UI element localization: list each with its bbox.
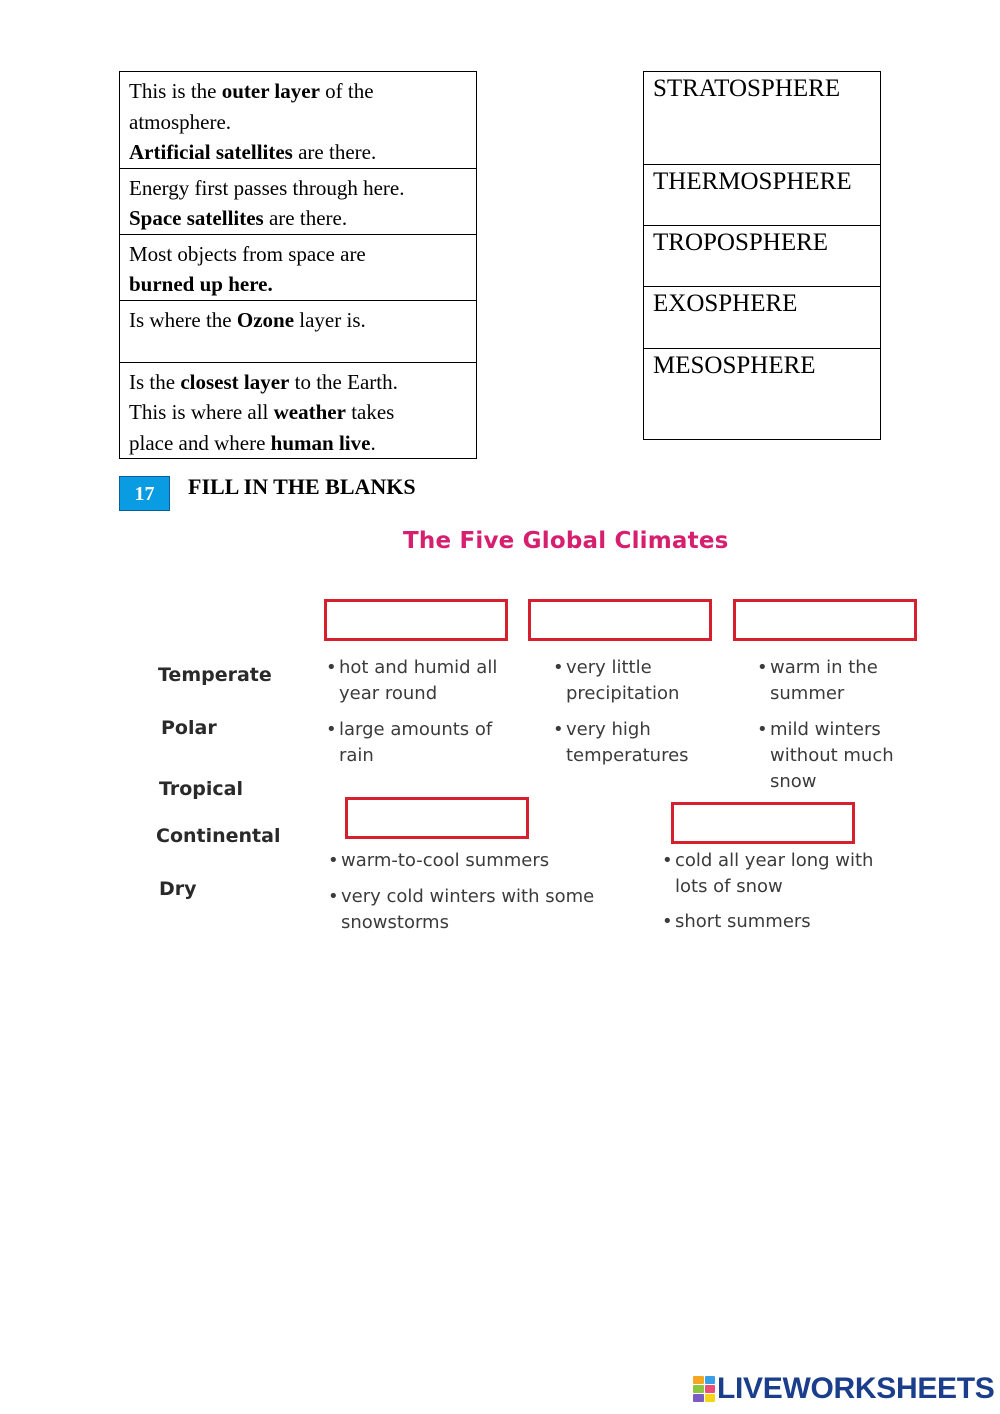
liveworksheets-icon <box>693 1376 715 1402</box>
layer-row <box>644 287 881 349</box>
description-line <box>129 107 467 138</box>
description-bold-text: burned up here. <box>129 272 273 296</box>
layer-row <box>644 165 881 226</box>
climate-fact-line: mild winters <box>770 719 881 740</box>
layer-row <box>644 72 881 165</box>
climates-title: The Five Global Climates <box>403 528 729 554</box>
brand-text: LIVEWORKSHEETS <box>717 1372 995 1405</box>
description-text: . <box>370 430 376 455</box>
logo-tile <box>693 1385 704 1393</box>
description-row <box>120 362 477 459</box>
climate-fact-line: warm-to-cool summers <box>341 850 550 871</box>
description-line <box>129 269 467 300</box>
description-line <box>129 367 467 398</box>
layer-row <box>644 349 881 440</box>
description-text: This is the <box>129 79 222 103</box>
description-text: of the <box>319 79 374 103</box>
description-line <box>129 305 467 336</box>
climate-label-polar[interactable]: Polar <box>161 717 217 739</box>
climate-label-temperate[interactable]: Temperate <box>158 664 272 686</box>
climate-label-dry[interactable]: Dry <box>159 878 197 900</box>
answer-drop-box-1[interactable] <box>324 599 508 641</box>
description-line <box>129 428 467 459</box>
climate-fact-col3 <box>757 717 894 795</box>
climate-fact-line: warm in the <box>770 657 878 678</box>
description-bold-text: Ozone <box>236 307 295 332</box>
climate-fact-col3 <box>757 655 878 707</box>
climate-fact-line: temperatures <box>566 745 689 766</box>
logo-tile <box>705 1376 716 1384</box>
climate-fact-line: year round <box>339 683 438 704</box>
description-text: to the Earth. <box>289 369 398 394</box>
description-bold-text: outer layer <box>221 79 320 103</box>
answer-drop-box-2[interactable] <box>528 599 712 641</box>
description-text: This is where all <box>129 400 274 424</box>
description-text: are there. <box>292 140 377 164</box>
climate-fact-line: very little <box>566 657 652 678</box>
climate-fact-col1 <box>326 717 492 769</box>
climate-fact-line: precipitation <box>566 683 680 704</box>
layer-name[interactable]: EXOSPHERE <box>644 287 881 349</box>
bullet-dot: • <box>328 886 339 907</box>
description-bold-text: Space satellites <box>129 206 264 230</box>
bullet-dot: • <box>553 719 564 740</box>
logo-tile <box>693 1376 704 1384</box>
climate-fact-line: snow <box>770 771 817 792</box>
layer-row <box>644 226 881 287</box>
description-line <box>129 173 467 204</box>
climate-fact-line: hot and humid all <box>339 657 498 678</box>
bullet-dot: • <box>757 719 768 740</box>
climate-fact-line: rain <box>339 745 374 766</box>
bullet-dot: • <box>662 911 673 932</box>
description-text: place and where <box>129 430 271 455</box>
bullet-dot: • <box>328 850 339 871</box>
climate-fact-line: without much <box>770 745 894 766</box>
climate-fact-col2 <box>553 655 679 707</box>
answer-drop-box-5[interactable] <box>671 802 855 844</box>
bullet-dot: • <box>757 657 768 678</box>
answer-drop-box-4[interactable] <box>345 797 529 839</box>
climate-fact-line: summer <box>770 683 845 704</box>
climate-fact-col4 <box>328 884 594 936</box>
description-bold-text: human live <box>270 430 371 455</box>
description-cell[interactable] <box>120 362 477 459</box>
description-bold-text: Artificial satellites <box>129 140 293 164</box>
climate-fact-col4 <box>328 848 549 874</box>
layer-name[interactable]: THERMOSPHERE <box>644 165 881 226</box>
description-row <box>120 72 477 169</box>
climate-fact-line: short summers <box>675 911 811 932</box>
description-cell[interactable] <box>120 168 477 234</box>
description-line <box>129 239 467 270</box>
answer-drop-box-3[interactable] <box>733 599 917 641</box>
climate-fact-line: snowstorms <box>341 912 449 933</box>
description-line <box>129 137 467 168</box>
climate-fact-col5 <box>662 848 873 900</box>
layer-name[interactable]: MESOSPHERE <box>644 349 881 440</box>
climate-fact-line: very cold winters with some <box>341 886 595 907</box>
layer-name-table <box>643 71 881 440</box>
climate-fact-col1 <box>326 655 497 707</box>
description-line <box>129 397 467 428</box>
climate-fact-col2 <box>553 717 689 769</box>
logo-tile <box>693 1394 704 1402</box>
climate-fact-line: large amounts of <box>339 719 493 740</box>
description-row <box>120 300 477 362</box>
description-line <box>129 76 467 107</box>
description-text: Is the <box>129 369 181 394</box>
bullet-dot: • <box>326 657 337 678</box>
liveworksheets-logo <box>693 1372 995 1406</box>
bullet-dot: • <box>662 850 673 871</box>
logo-tile <box>705 1394 716 1402</box>
climate-fact-col5 <box>662 909 811 935</box>
description-bold-text: closest layer <box>180 369 290 394</box>
description-text: Is where the <box>129 307 237 332</box>
exercise-title: FILL IN THE BLANKS <box>188 474 416 499</box>
layer-description-table <box>119 71 477 459</box>
description-row <box>120 234 477 300</box>
description-text: are there. <box>263 206 348 230</box>
description-text: atmosphere. <box>129 109 232 134</box>
description-cell[interactable] <box>120 234 477 300</box>
description-text: Most objects from space are <box>129 241 366 266</box>
description-line <box>129 203 467 234</box>
logo-tile <box>705 1385 716 1393</box>
bullet-dot: • <box>553 657 564 678</box>
description-cell[interactable] <box>120 72 477 169</box>
description-text: takes <box>345 400 395 424</box>
description-cell[interactable] <box>120 300 477 362</box>
climate-fact-line: cold all year long with <box>675 850 874 871</box>
climate-fact-line: lots of snow <box>675 876 783 897</box>
exercise-number-badge: 17 <box>119 476 170 511</box>
layer-name[interactable]: TROPOSPHERE <box>644 226 881 287</box>
climate-fact-line: very high <box>566 719 651 740</box>
description-text: layer is. <box>294 307 366 332</box>
climate-label-tropical[interactable]: Tropical <box>159 778 244 800</box>
layer-name[interactable]: STRATOSPHERE <box>644 72 881 165</box>
bullet-dot: • <box>326 719 337 740</box>
description-row <box>120 168 477 234</box>
description-text: Energy first passes through here. <box>129 175 405 200</box>
description-bold-text: weather <box>273 400 346 424</box>
climate-label-continental[interactable]: Continental <box>156 825 281 847</box>
